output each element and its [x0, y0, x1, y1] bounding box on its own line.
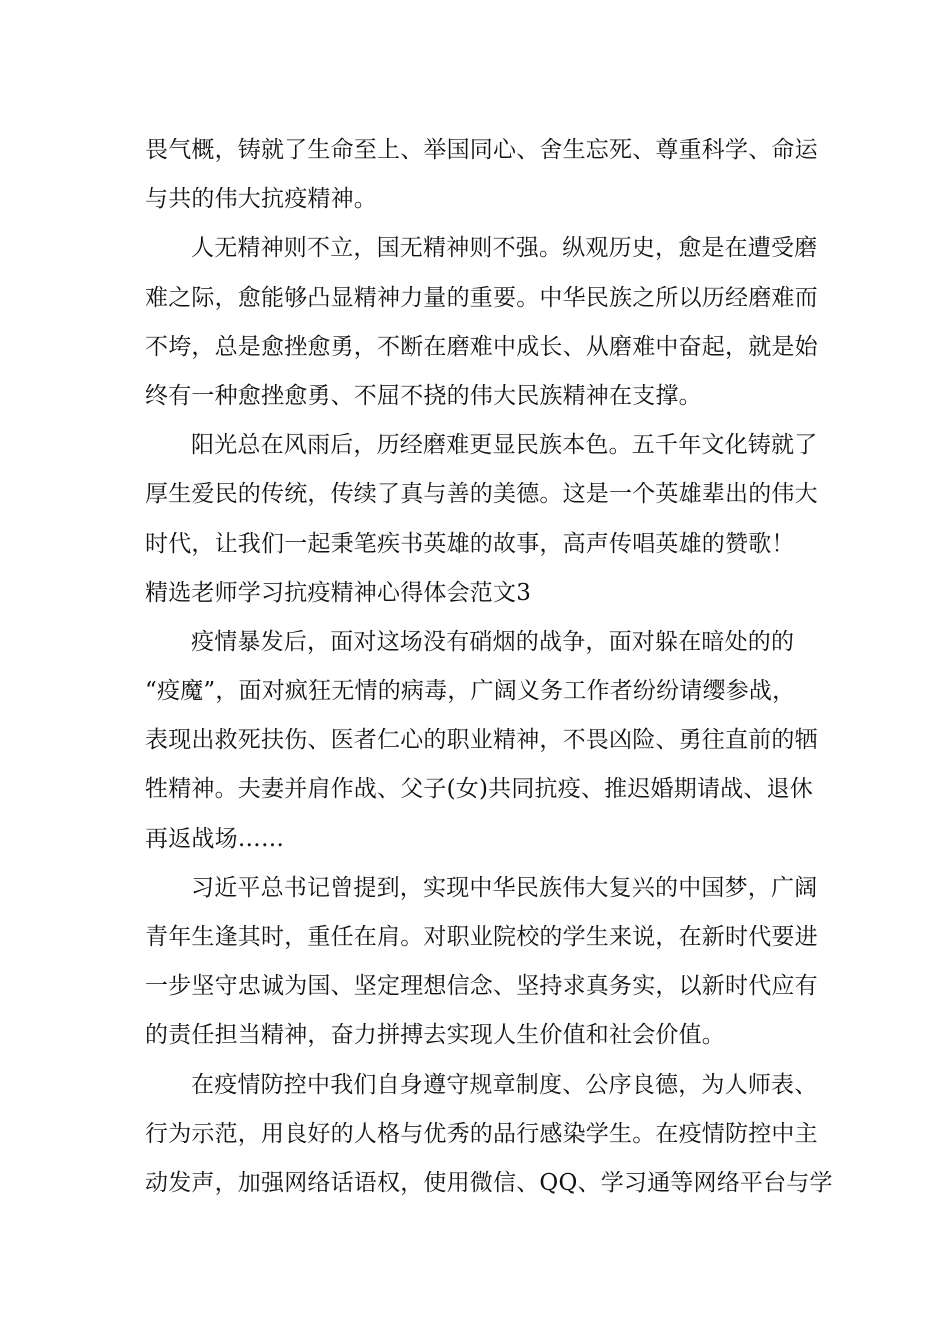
text-line: 表现出救死扶伤、医者仁心的职业精神，不畏凶险、勇往直前的牺	[145, 727, 818, 754]
document-body	[145, 126, 833, 1208]
text-line: 一步坚守忠诚为国、坚定理想信念、坚持求真务实，以新时代应有	[145, 973, 818, 1000]
paragraph-start-line: 习近平总书记曾提到，实现中华民族伟大复兴的中国梦，广阔	[191, 874, 818, 901]
text-line: 青年生逢其时，重任在肩。对职业院校的学生来说，在新时代要进	[145, 924, 818, 950]
paragraph-start-line: 人无精神则不立，国无精神则不强。纵观历史，愈是在遭受磨	[191, 235, 818, 262]
text-line: 终有一种愈挫愈勇、不屈不挠的伟大民族精神在支撑。	[145, 382, 702, 409]
paragraph-start-line: 在疫情防控中我们自身遵守规章制度、公序良德，为人师表、	[191, 1071, 818, 1098]
text-line: 厚生爱民的传统，传续了真与善的美德。这是一个英雄辈出的伟大	[145, 481, 818, 508]
text-line: 的责任担当精神，奋力拼搏去实现人生价值和社会价值。	[145, 1022, 725, 1049]
text-line: 动发声，加强网络话语权，使用微信、QQ、学习通等网络平台与学	[145, 1169, 833, 1196]
paragraph-start-line: 疫情暴发后，面对这场没有硝烟的战争，面对躲在暗处的的	[191, 628, 795, 655]
text-line: 与共的伟大抗疫精神。	[145, 186, 377, 213]
paragraph-start-line: 阳光总在风雨后，历经磨难更显民族本色。五千年文化铸就了	[191, 432, 818, 459]
section-heading: 精选老师学习抗疫精神心得体会范文3	[145, 579, 532, 606]
text-line: 牲精神。夫妻并肩作战、父子(女)共同抗疫、推迟婚期请战、退休	[145, 776, 813, 803]
text-line: “疫魔”，面对疯狂无情的病毒，广阔义务工作者纷纷请缨参战，	[145, 678, 796, 705]
text-line: 畏气概，铸就了生命至上、举国同心、舍生忘死、尊重科学、命运	[145, 137, 818, 163]
text-line: 再返战场……	[145, 825, 285, 852]
text-line: 难之际，愈能够凸显精神力量的重要。中华民族之所以历经磨难而	[145, 284, 818, 311]
text-line: 时代，让我们一起秉笔疾书英雄的故事，高声传唱英雄的赞歌！	[145, 530, 795, 557]
text-line: 不垮，总是愈挫愈勇，不断在磨难中成长、从磨难中奋起，就是始	[145, 333, 818, 360]
text-line: 行为示范，用良好的人格与优秀的品行感染学生。在疫情防控中主	[145, 1120, 818, 1147]
